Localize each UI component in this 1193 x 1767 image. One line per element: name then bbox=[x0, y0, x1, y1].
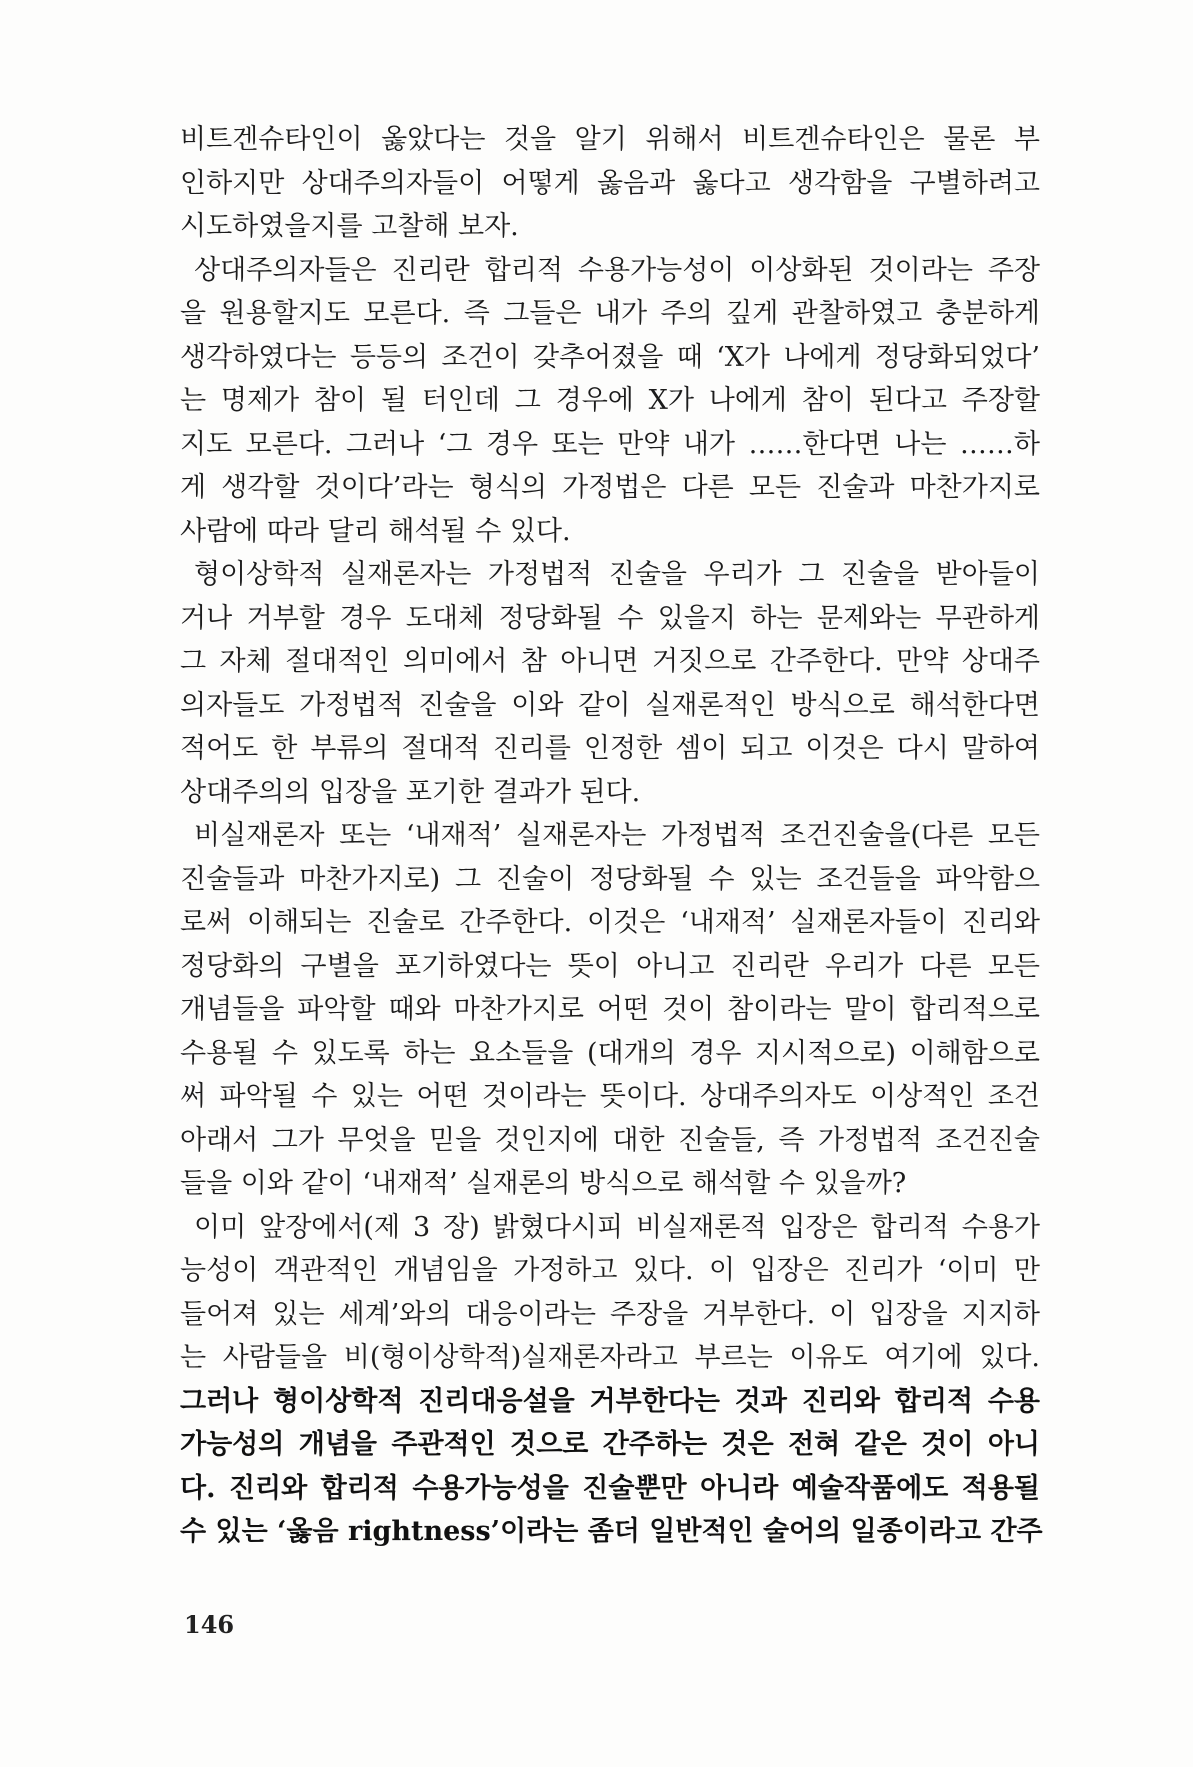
text-line: 형이상학적 실재론자는 가정법적 진술을 우리가 그 진술을 받아들이 bbox=[194, 559, 1040, 590]
text-line: 그 자체 절대적인 의미에서 참 아니면 거짓으로 간주한다. 만약 상대주 bbox=[180, 646, 1040, 677]
text-line: 가능성의 개념을 주관적인 것으로 간주하는 것은 전혀 같은 것이 아니 bbox=[180, 1429, 1040, 1460]
text-line: 상대주의의 입장을 포기한 결과가 된다. bbox=[180, 776, 641, 808]
text-line: 수 있는 ‘옳음 rightness’이라는 좀더 일반적인 술어의 일종이라고 간주 bbox=[180, 1516, 1043, 1547]
text-line: 는 명제가 참이 될 터인데 그 경우에 X가 나에게 참이 된다고 주장할 bbox=[180, 385, 1040, 416]
text-line: 적어도 한 부류의 절대적 진리를 인정한 셈이 되고 이것은 다시 말하여 bbox=[180, 733, 1040, 764]
text-line: 는 사람들을 비(형이상학적)실재론자라고 부르는 이유도 여기에 있다. bbox=[180, 1342, 1040, 1373]
text-line: 게 생각할 것이다’라는 형식의 가정법은 다른 모든 진술과 마찬가지로 bbox=[180, 472, 1040, 503]
text-line: 진술들과 마찬가지로) 그 진술이 정당화될 수 있는 조건들을 파악함으 bbox=[180, 863, 1040, 895]
text-line: 을 원용할지도 모른다. 즉 그들은 내가 주의 깊게 관찰하였고 충분하게 bbox=[180, 298, 1040, 329]
text-line: 써 파악될 수 있는 어떤 것이라는 뜻이다. 상대주의자도 이상적인 조건 bbox=[180, 1081, 1040, 1112]
text-line: 비트겐슈타인이 옳았다는 것을 알기 위해서 비트겐슈타인은 물론 부 bbox=[180, 124, 1040, 155]
text-line: 로써 이해되는 진술로 간주한다. 이것은 ‘내재적’ 실재론자들이 진리와 bbox=[180, 907, 1040, 938]
text-line: 능성이 객관적인 개념임을 가정하고 있다. 이 입장은 진리가 ‘이미 만 bbox=[180, 1255, 1040, 1286]
text-line: 지도 모른다. 그러나 ‘그 경우 또는 만약 내가 ……한다면 나는 ……하 bbox=[180, 428, 1040, 460]
text-line: 그러나 형이상학적 진리대응설을 거부한다는 것과 진리와 합리적 수용 bbox=[180, 1385, 1040, 1417]
text-line: 이미 앞장에서(제 3 장) 밝혔다시피 비실재론적 입장은 합리적 수용가 bbox=[194, 1211, 1040, 1243]
page-number: 146 bbox=[184, 1610, 235, 1639]
text-line: 개념들을 파악할 때와 마찬가지로 어떤 것이 참이라는 말이 합리적으로 bbox=[180, 994, 1040, 1025]
text-line: 아래서 그가 무엇을 믿을 것인지에 대한 진술들, 즉 가정법적 조건진술 bbox=[180, 1124, 1040, 1156]
text-line: 의자들도 가정법적 진술을 이와 같이 실재론적인 방식으로 해석한다면 bbox=[180, 689, 1040, 721]
text-line: 들을 이와 같이 ‘내재적’ 실재론의 방식으로 해석할 수 있을까? bbox=[180, 1168, 907, 1199]
text-line: 사람에 따라 달리 해석될 수 있다. bbox=[180, 515, 571, 547]
text-line: 거나 거부할 경우 도대체 정당화될 수 있을지 하는 문제와는 무관하게 bbox=[180, 602, 1040, 634]
text-line: 상대주의자들은 진리란 합리적 수용가능성이 이상화된 것이라는 주장 bbox=[194, 254, 1040, 286]
text-line: 정당화의 구별을 포기하였다는 뜻이 아니고 진리란 우리가 다른 모든 bbox=[180, 950, 1040, 982]
text-line: 들어져 있는 세계’와의 대응이라는 주장을 거부한다. 이 입장을 지지하 bbox=[180, 1298, 1040, 1330]
body-text bbox=[180, 118, 1043, 1554]
text-line: 인하지만 상대주의자들이 어떻게 옳음과 옳다고 생각함을 구별하려고 bbox=[180, 167, 1040, 199]
text-line: 수용될 수 있도록 하는 요소들을 (대개의 경우 지시적으로) 이해함으로 bbox=[180, 1037, 1040, 1069]
text-line: 생각하였다는 등등의 조건이 갖추어졌을 때 ‘X가 나에게 정당화되었다’ bbox=[180, 341, 1040, 373]
text-line: 다. 진리와 합리적 수용가능성을 진술뿐만 아니라 예술작품에도 적용될 bbox=[180, 1472, 1040, 1504]
text-line: 시도하였을지를 고찰해 보자. bbox=[180, 211, 519, 242]
text-line: 비실재론자 또는 ‘내재적’ 실재론자는 가정법적 조건진술을(다른 모든 bbox=[194, 820, 1040, 851]
